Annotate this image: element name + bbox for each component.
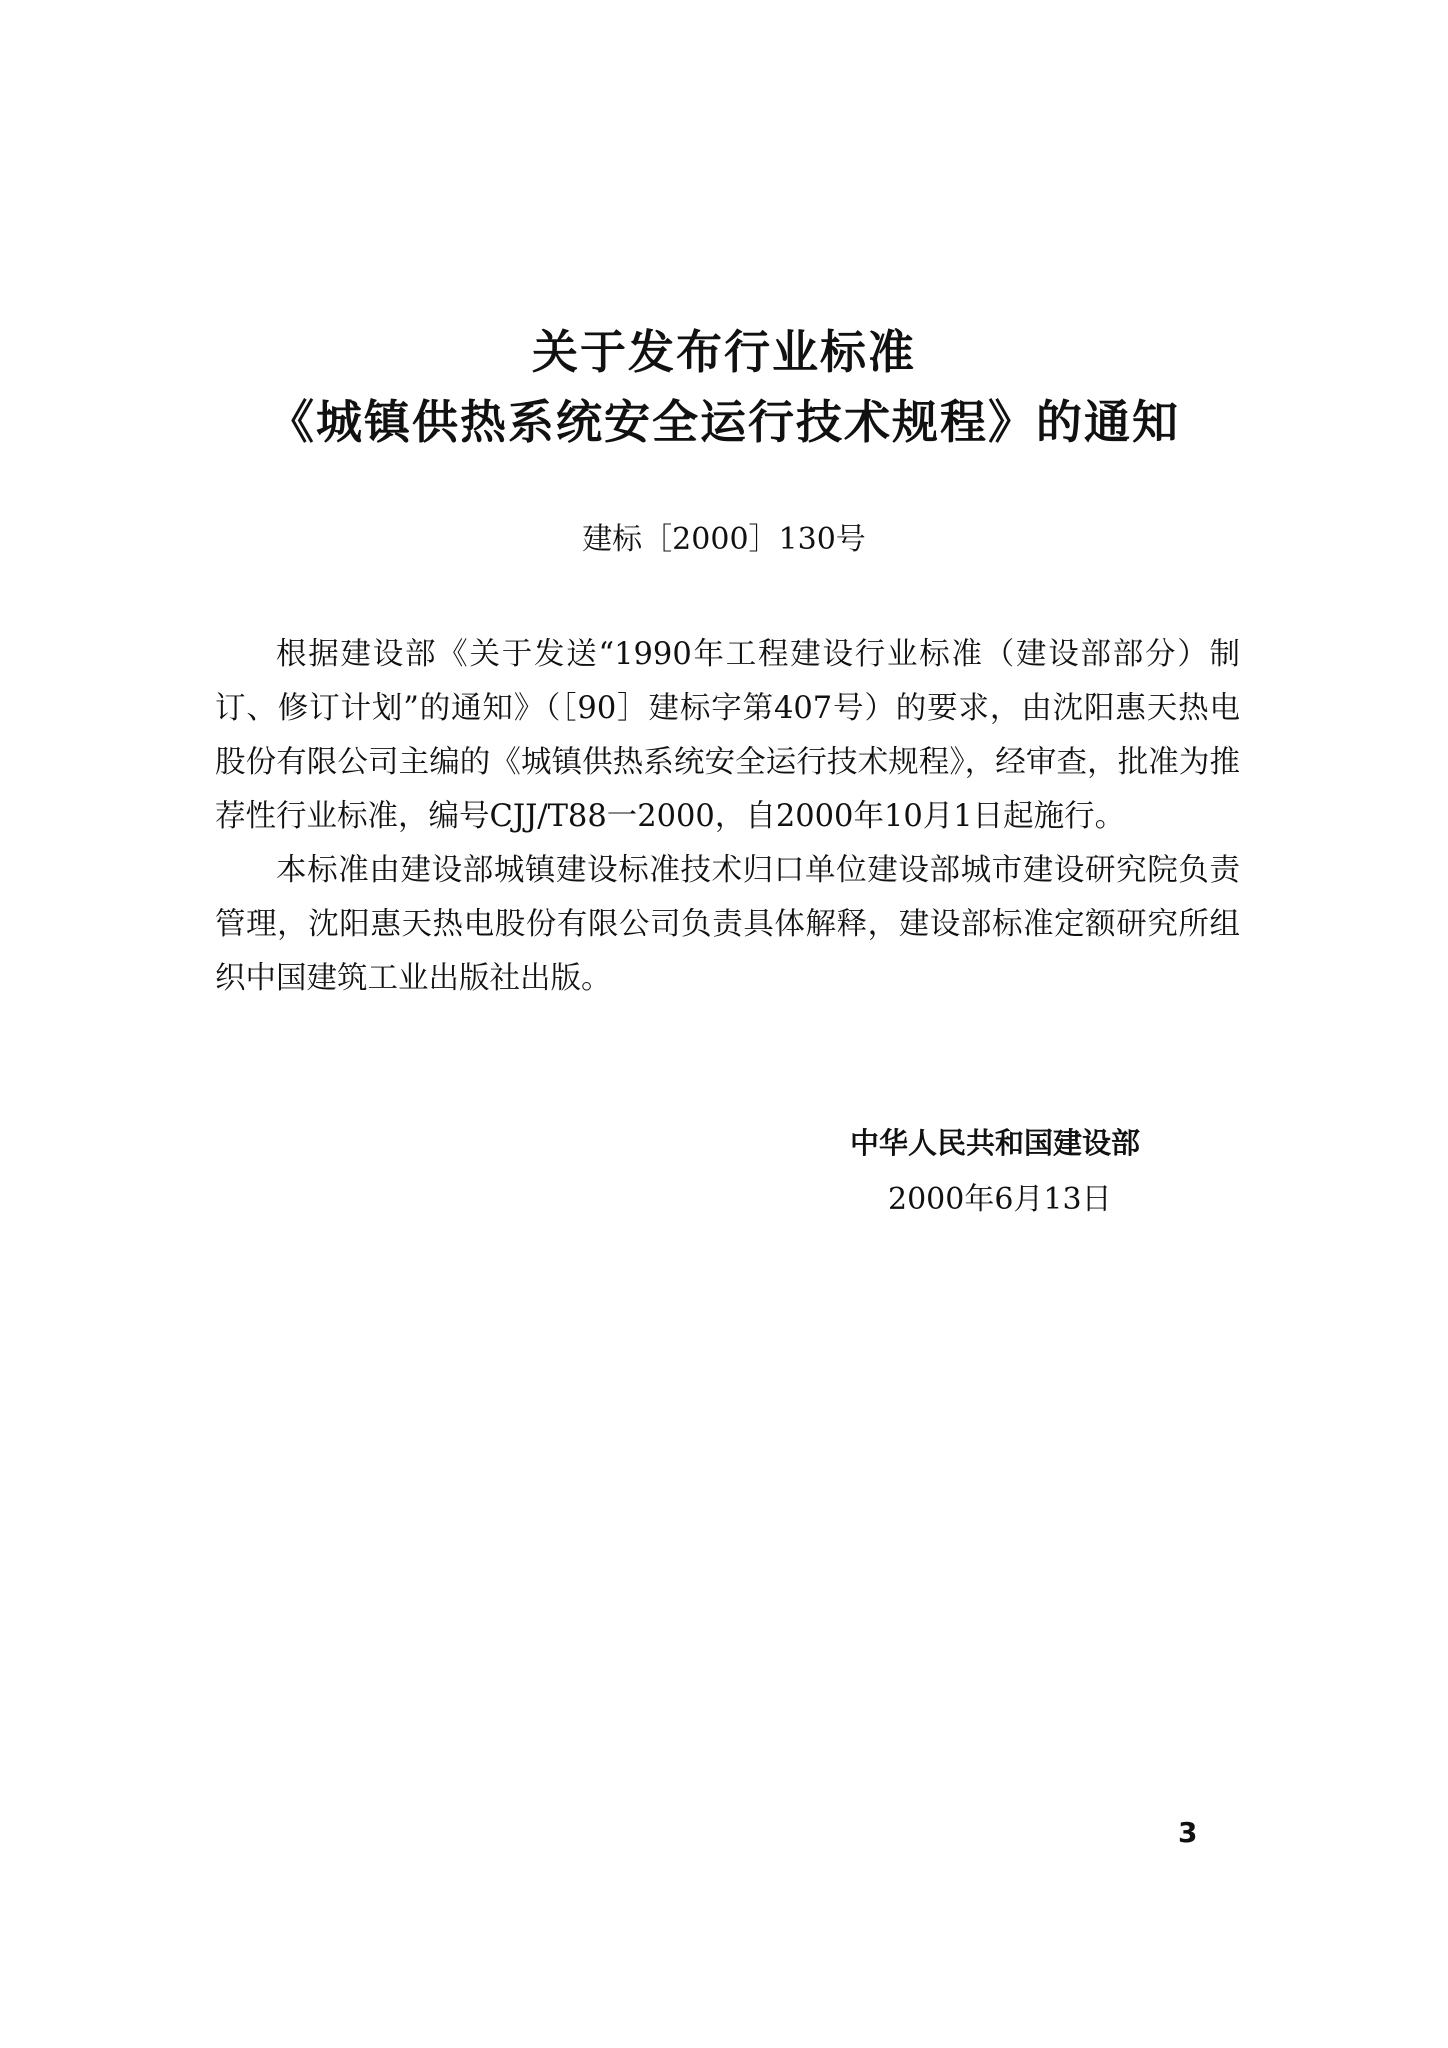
notice-title-line-2: 《城镇供热系统安全运行技术规程》的通知 [268, 395, 1180, 449]
page-number: 3 [1178, 1816, 1198, 1849]
body-paragraph-1: 根据建设部《关于发送“1990年工程建设行业标准（建设部部分）制订、修订计划”的通知》（［90］建标字第407号）的要求，由沈阳惠天热电股份有限公司主编的《城镇供热系统安全运行技术规程》，经审查，批准为推荐性行业标准，编号CJJ/T88一2000，自2000年10月1日起施行。 [215, 637, 1240, 834]
notice-body [215, 628, 1240, 1006]
body-paragraph-2: 本标准由建设部城镇建设标准技术归口单位建设部城市建设研究院负责管理，沈阳惠天热电股份有限公司负责具体解释，建设部标准定额研究所组织中国建筑工业出版社出版。 [215, 853, 1240, 996]
issuer-name: 中华人民共和国建设部 [850, 1126, 1141, 1160]
document-number: 建标［2000］130号 [582, 522, 866, 557]
notice-title-line-1: 关于发布行业标准 [532, 325, 916, 379]
issue-date: 2000年6月13日 [888, 1182, 1112, 1217]
